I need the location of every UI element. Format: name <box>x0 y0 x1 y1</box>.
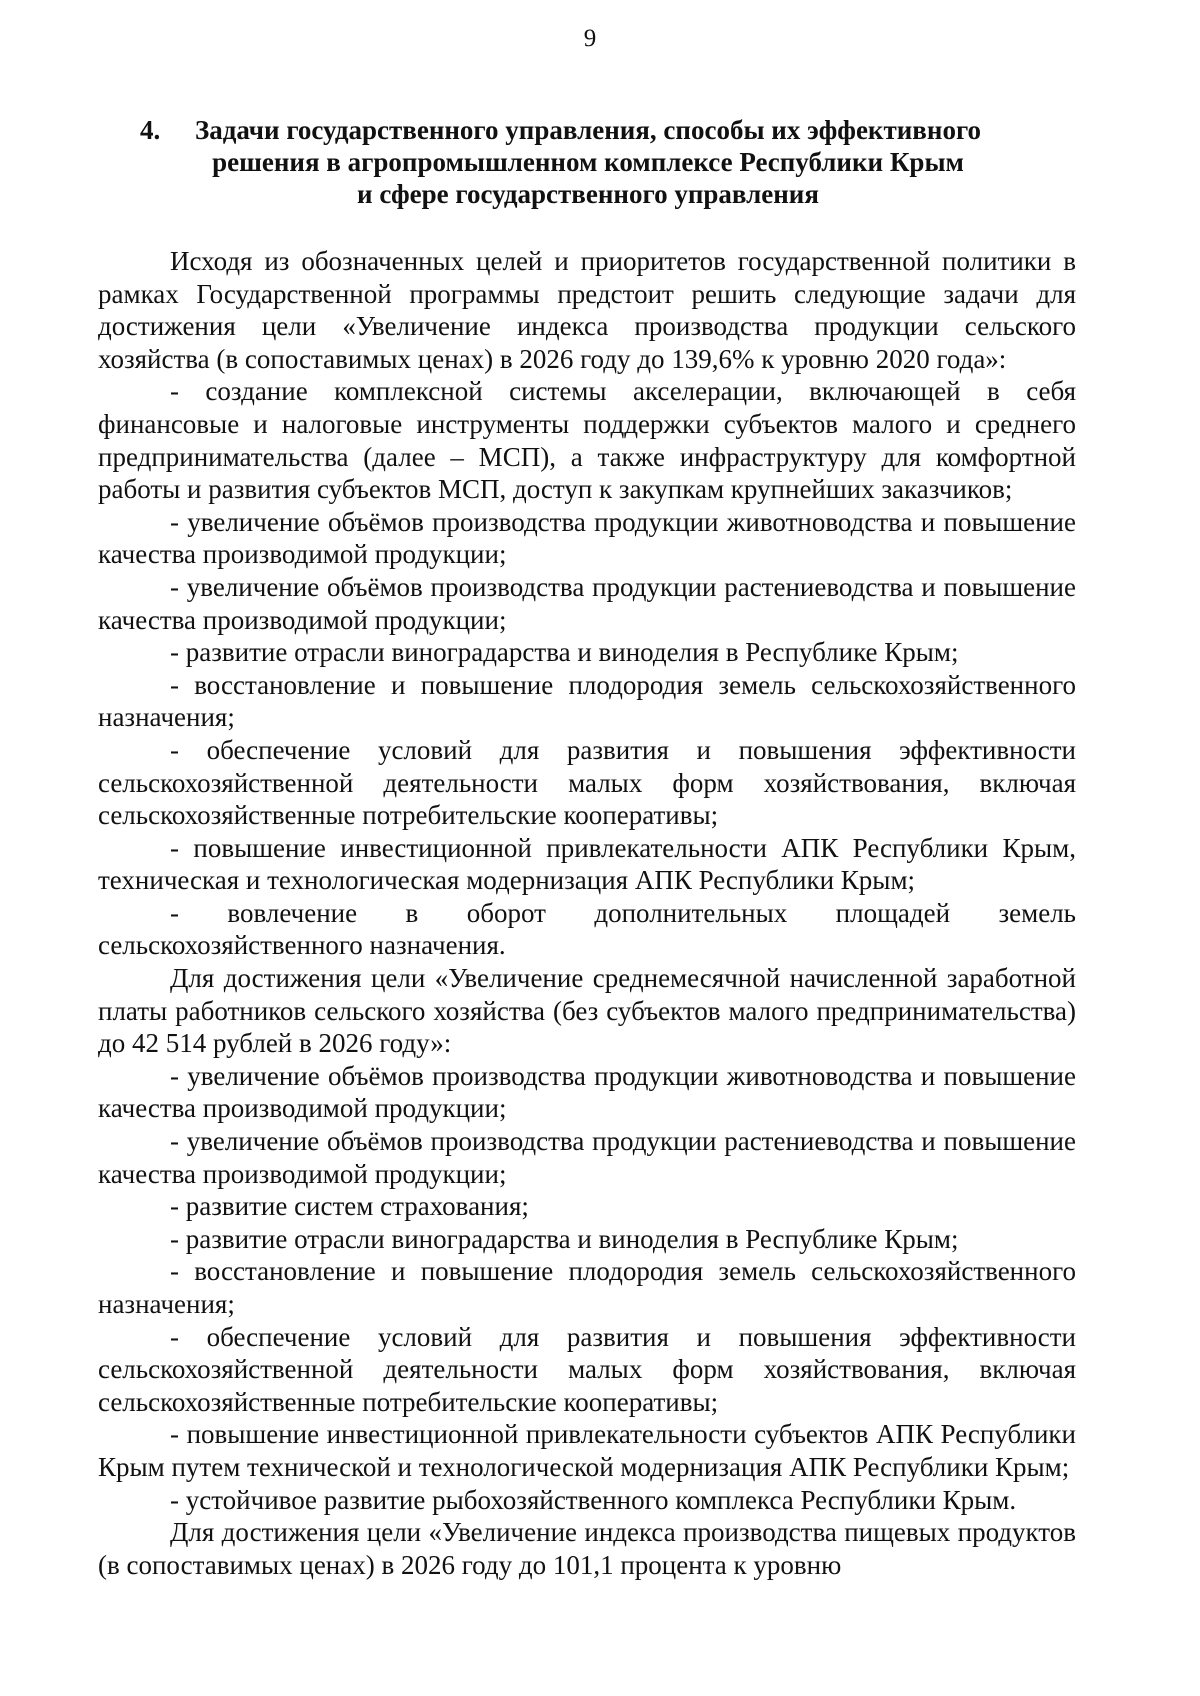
list-item: - повышение инвестиционной привлекательности АПК Республики Крым, техническая и технологическая модернизация АПК Республики Крым; <box>98 832 1076 896</box>
list-item: - обеспечение условий для развития и повышения эффективности сельскохозяйственной деятельности малых форм хозяйствования, включая сельскохозяйственные потребительские кооперативы; <box>98 1321 1076 1417</box>
list-item: - развитие систем страхования; <box>170 1191 529 1222</box>
list-item: - развитие отрасли виноградарства и виноделия в Республике Крым; <box>170 1223 959 1254</box>
section-number: 4. <box>140 115 161 145</box>
section-title-line-3: и сфере государственного управления <box>357 179 819 209</box>
section-heading <box>98 114 1078 210</box>
list-item: - устойчивое развитие рыбохозяйственного комплекса Республики Крым. <box>170 1484 1017 1515</box>
list-item: - увеличение объёмов производства продукции растениеводства и повышение качества производимой продукции; <box>98 571 1076 635</box>
list-item: - увеличение объёмов производства продукции животноводства и повышение качества производимой продукции; <box>98 1060 1076 1124</box>
list-item: - развитие отрасли виноградарства и виноделия в Республике Крым; <box>170 637 959 668</box>
list-item: - восстановление и повышение плодородия земель сельскохозяйственного назначения; <box>98 669 1076 733</box>
list-item: - увеличение объёмов производства продукции животноводства и повышение качества производимой продукции; <box>98 506 1076 570</box>
paragraph: Для достижения цели «Увеличение индекса производства пищевых продуктов (в сопоставимых ценах) в 2026 году до 101,1 процента к уровню <box>98 1517 1076 1580</box>
list-item: - вовлечение в оборот дополнительных площадей земель сельскохозяйственного назначения. <box>98 897 1076 961</box>
paragraph: Для достижения цели «Увеличение среднемесячной начисленной заработной платы работников сельского хозяйства (без субъектов малого предпринимательства) до 42 514 рублей в 2026 году»: <box>98 963 1076 1059</box>
document-body <box>98 245 1076 1581</box>
section-title-line-2: решения в агропромышленном комплексе Республики Крым <box>212 147 964 177</box>
list-item: - обеспечение условий для развития и повышения эффективности сельскохозяйственной деятельности малых форм хозяйствования, включая сельскохозяйственные потребительские кооперативы; <box>98 734 1076 831</box>
page-number: 9 <box>583 25 597 52</box>
list-item: - повышение инвестиционной привлекательности субъектов АПК Республики Крым путем технической и технологической модернизация АПК Республики Крым; <box>98 1419 1076 1482</box>
paragraph: Исходя из обозначенных целей и приоритетов государственной политики в рамках Государственной программы предстоит решить следующие задачи для достижения цели «Увеличение индекса производства продукции сельского хозяйства (в сопоставимых ценах) в 2026 году до 139,6% к уровню 2020 года»: <box>98 246 1076 374</box>
list-item: - восстановление и повышение плодородия земель сельскохозяйственного назначения; <box>98 1256 1076 1319</box>
list-item: - увеличение объёмов производства продукции растениеводства и повышение качества производимой продукции; <box>98 1126 1076 1189</box>
section-title-line-1: Задачи государственного управления, способы их эффективного <box>194 115 982 145</box>
list-item: - создание комплексной системы акселерации, включающей в себя финансовые и налоговые инструменты поддержки субъектов малого и среднего предпринимательства (далее – МСП), а также инфраструктуру для комфортной работы и развития субъектов МСП, доступ к закупкам крупнейших заказчиков; <box>98 376 1076 505</box>
